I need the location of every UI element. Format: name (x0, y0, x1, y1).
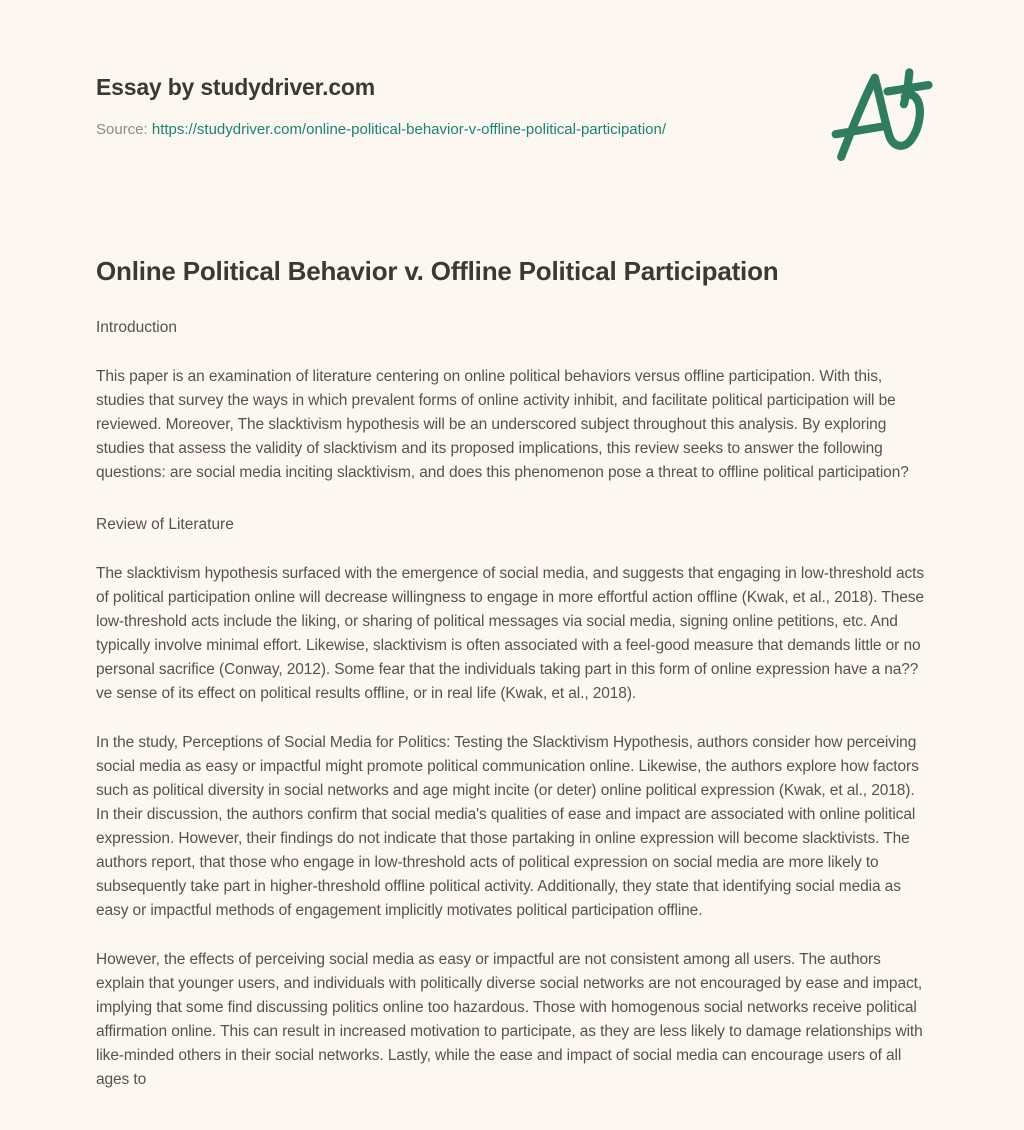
source-line (96, 121, 928, 138)
source-label: Source: (96, 121, 148, 138)
article-title: Online Political Behavior v. Offline Political Participation (96, 256, 779, 286)
review-paragraph-1: The slacktivism hypothesis surfaced with the emergence of social media, and suggests that engaging in low-threshold acts of political participation online will decrease willingness to engage in more effortful action offline (Kwak, et al., 2018). These low-threshold acts include the liking, or sharing of political messages via social media, signing online petitions, etc. And typically involve minimal effort. Likewise, slacktivism is often associated with a feel-good measure that demands little or no personal sacrifice (Conway, 2012). Some fear that the individuals taking part in this form of online expression have a na??ve sense of its effect on political results offline, or in real life (Kwak, et al., 2018). (96, 565, 925, 702)
source-url-link[interactable]: https://studydriver.com/online-political-behavior-v-offline-political-participation/ (151, 121, 666, 138)
introduction-paragraph: This paper is an examination of literature centering on online political behaviors versus offline participation. With this, studies that survey the ways in which prevalent forms of online activity inhibit, and facilitate political participation will be reviewed. Moreover, The slacktivism hypothesis will be an underscored subject throughout this analysis. By exploring studies that assess the validity of slacktivism and its proposed implications, this review seeks to answer the following questions: are social media inciting slacktivism, and does this phenomenon pose a threat to offline political participation? (96, 368, 909, 481)
section-heading-review-of-literature: Review of Literature (96, 516, 234, 533)
review-paragraph-3: However, the effects of perceiving social media as easy or impactful are not consistent among all users. The authors explain that younger users, and individuals with politically diverse social networks are not encouraged by ease and impact, implying that some find discussing politics online too hazardous. Those with homogenous social networks receive political affirmation online. This can result in increased motivation to participate, as they are less likely to damage relationships with like-minded others in their social networks. Lastly, while the ease and impact of social media can encourage users of all ages to (96, 951, 923, 1088)
essay-byline: Essay by studydriver.com (96, 74, 376, 100)
studydriver-a-plus-logo-icon (828, 66, 938, 166)
section-heading-introduction: Introduction (96, 319, 177, 336)
document-header (96, 74, 928, 142)
review-paragraph-2: In the study, Perceptions of Social Media for Politics: Testing the Slacktivism Hypothesis, authors consider how perceiving social media as easy or impactful might promote political communication online. Likewise, the authors explore how factors such as political diversity in social networks and age might incite (or deter) online political expression (Kwak, et al., 2018). In their discussion, the authors confirm that social media's qualities of ease and impact are associated with online political expression. However, their findings do not indicate that those partaking in online expression will become slacktivists. The authors report, that those who engage in low-threshold acts of political expression on social media are more likely to subsequently take part in higher-threshold offline political activity. Additionally, they state that identifying social media as easy or impactful methods of engagement implicitly motivates political participation offline. (96, 734, 919, 919)
